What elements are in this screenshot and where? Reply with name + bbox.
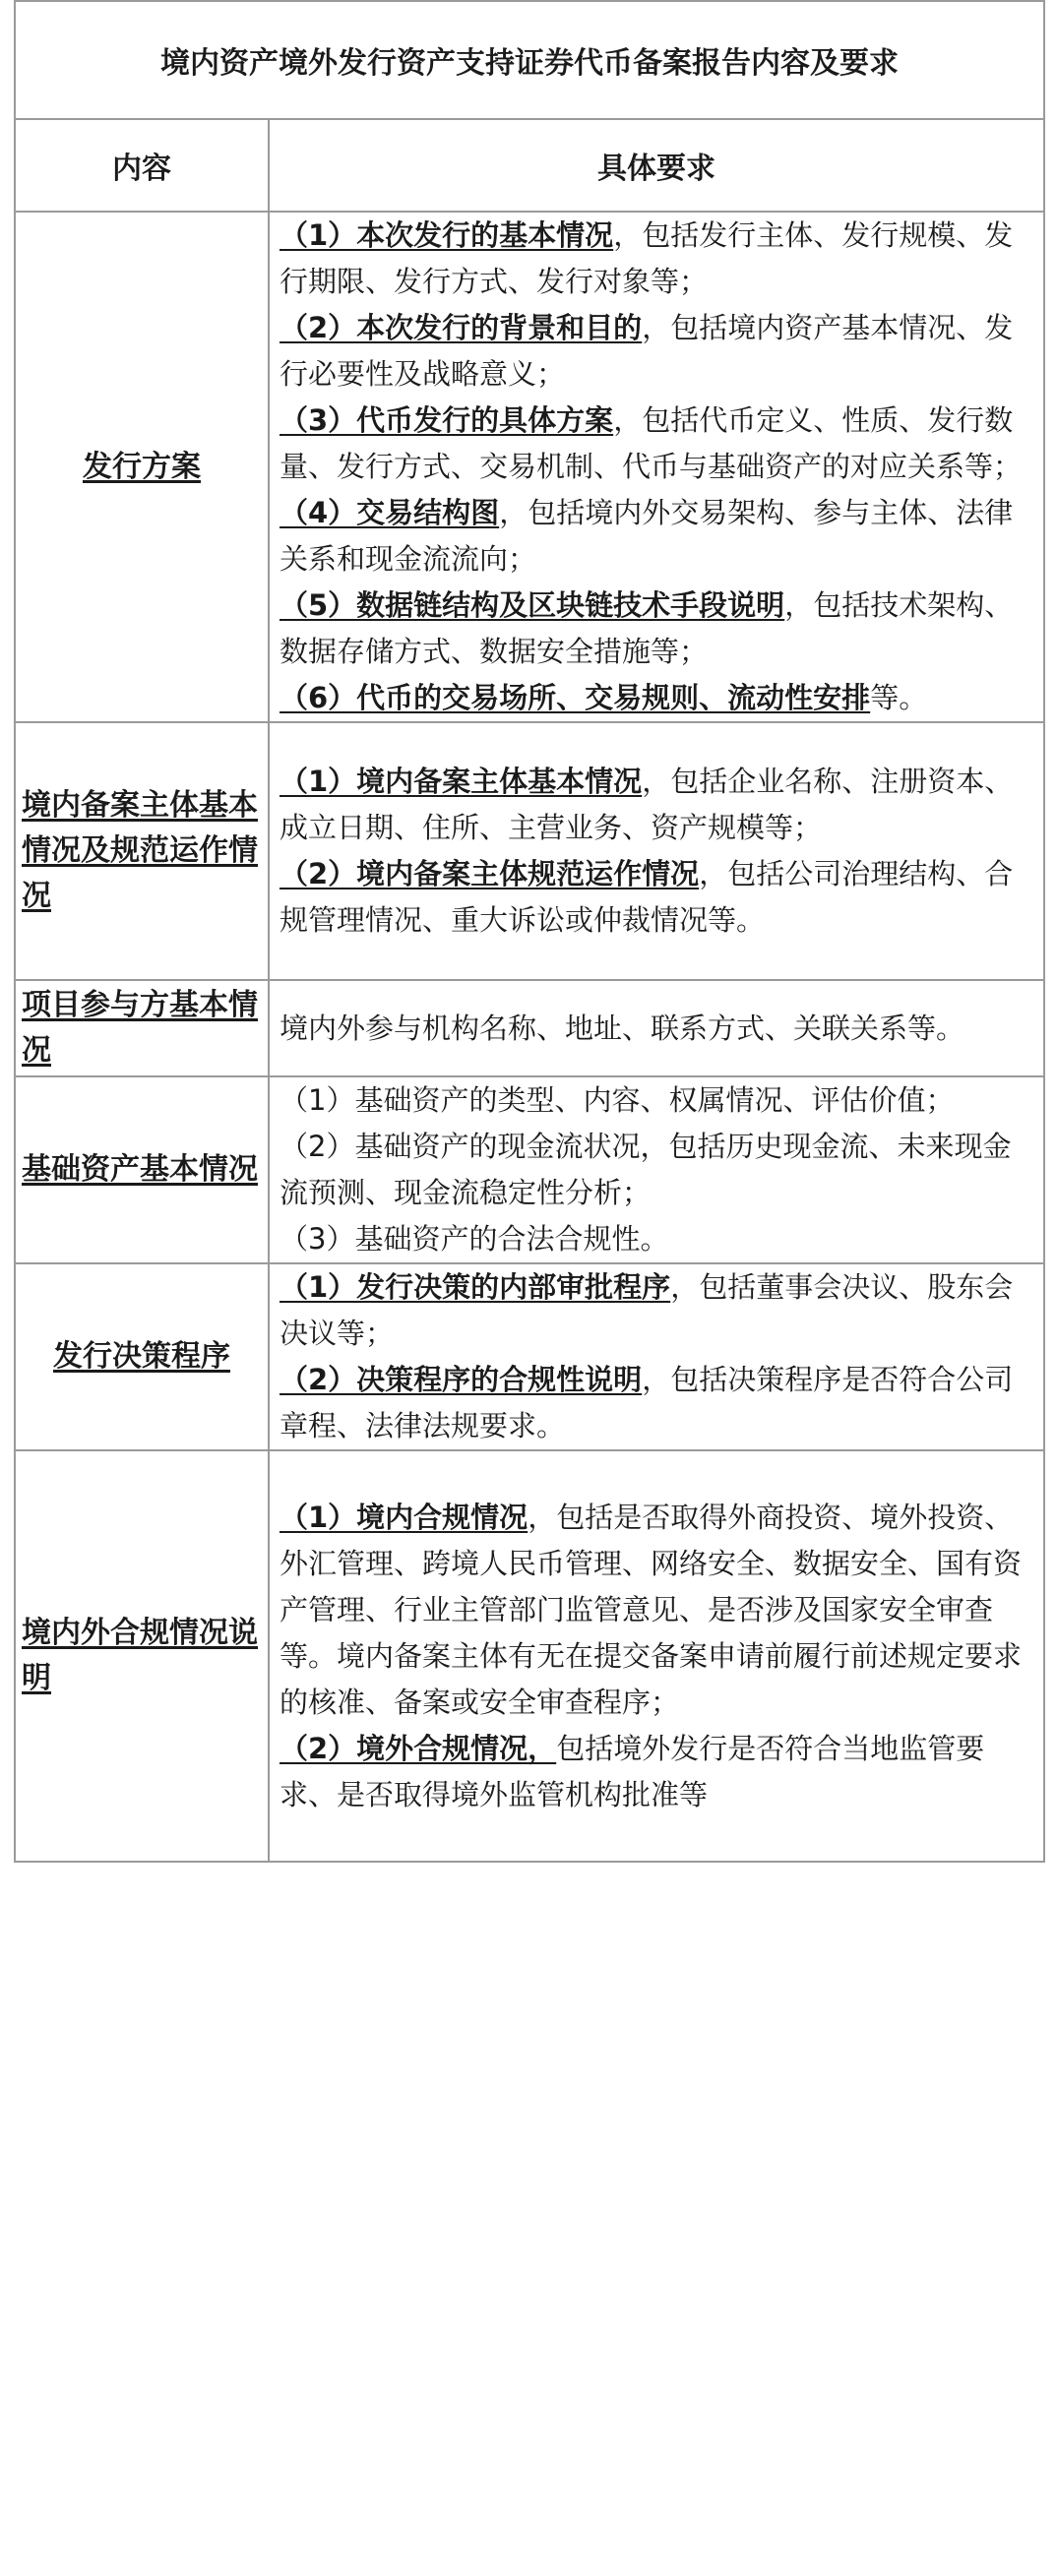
requirement-item (280, 1124, 1033, 1216)
header-row (15, 119, 1044, 212)
requirement-text: ，包括公司治理结构、合规管理情况、重大诉讼或仲裁情况等。 (280, 857, 1014, 937)
filing-report-table (14, 0, 1045, 1863)
requirement-item (280, 305, 1033, 398)
requirement-text: ，包括企业名称、注册资本、成立日期、住所、主营业务、资产规模等； (280, 765, 1014, 844)
requirement-key: （5）数据链结构及区块链技术手段说明 (280, 588, 785, 622)
row-requirements (269, 1263, 1044, 1450)
row-label: 发行方案 (15, 212, 269, 722)
requirement-text: ，包括发行主体、发行规模、发行期限、发行方式、发行对象等； (280, 218, 1014, 298)
requirement-item (280, 1726, 1033, 1818)
requirement-item (280, 1357, 1033, 1449)
requirement-key: （2）境内备案主体规范运作情况 (280, 857, 700, 890)
table-row (15, 980, 1044, 1076)
requirement-text: ，包括境内资产基本情况、发行必要性及战略意义； (280, 311, 1014, 391)
requirement-text: 境内外参与机构名称、地址、联系方式、关联关系等。 (280, 1011, 965, 1045)
requirement-item (280, 1006, 1033, 1052)
requirement-text: ，包括董事会决议、股东会决议等； (280, 1270, 1014, 1350)
requirement-text: ，包括境内外交易架构、参与主体、法律关系和现金流流向； (280, 496, 1014, 576)
requirement-key: （1）境内备案主体基本情况 (280, 765, 643, 798)
requirement-key: （1）本次发行的基本情况 (280, 218, 614, 252)
table-row (15, 1263, 1044, 1450)
requirement-key: （4）交易结构图 (280, 496, 500, 529)
table-row (15, 722, 1044, 980)
table-row (15, 1450, 1044, 1862)
requirement-text: （2）基础资产的现金流状况，包括历史现金流、未来现金流预测、现金流稳定性分析； (280, 1130, 1012, 1209)
header-content: 内容 (15, 119, 269, 212)
requirement-text: （3）基础资产的合法合规性。 (280, 1222, 669, 1256)
requirement-item (280, 213, 1033, 305)
table-row (15, 1076, 1044, 1263)
requirement-key: （1）发行决策的内部审批程序 (280, 1270, 671, 1304)
requirement-text: 等。 (870, 681, 928, 714)
requirement-text: ，包括是否取得外商投资、境外投资、外汇管理、跨境人民币管理、网络安全、数据安全、国有资产管理、行业主管部门监管意见、是否涉及国家安全审查等。境内备案主体有无在提交备案申请前履行前述规定要求的核准、备案或安全审查程序； (280, 1500, 1023, 1719)
requirement-item (280, 1216, 1033, 1262)
row-requirements (269, 1450, 1044, 1862)
title-row (15, 1, 1044, 119)
requirement-key: （3）代币发行的具体方案 (280, 403, 614, 437)
row-requirements (269, 722, 1044, 980)
requirement-key: （2）决策程序的合规性说明 (280, 1363, 643, 1396)
requirement-text: ，包括代币定义、性质、发行数量、发行方式、交易机制、代币与基础资产的对应关系等； (280, 403, 1023, 483)
header-requirements: 具体要求 (269, 119, 1044, 212)
requirement-item (280, 490, 1033, 583)
requirement-item (280, 851, 1033, 944)
row-label: 境内外合规情况说明 (15, 1450, 269, 1862)
requirement-item (280, 675, 1033, 721)
table-title: 境内资产境外发行资产支持证券代币备案报告内容及要求 (15, 1, 1044, 119)
requirement-item (280, 759, 1033, 851)
row-label: 项目参与方基本情况 (15, 980, 269, 1076)
requirement-item (280, 1077, 1033, 1124)
row-requirements (269, 1076, 1044, 1263)
row-label: 基础资产基本情况 (15, 1076, 269, 1263)
row-requirements (269, 980, 1044, 1076)
requirement-text: ，包括技术架构、数据存储方式、数据安全措施等； (280, 588, 1014, 668)
requirement-text: 包括境外发行是否符合当地监管要求、是否取得境外监管机构批准等 (280, 1731, 985, 1811)
requirement-item (280, 398, 1033, 490)
row-requirements (269, 212, 1044, 722)
requirement-item (280, 1495, 1033, 1726)
requirement-key: （2）本次发行的背景和目的 (280, 311, 643, 344)
requirement-text: ，包括决策程序是否符合公司章程、法律法规要求。 (280, 1363, 1014, 1442)
requirement-text: （1）基础资产的类型、内容、权属情况、评估价值； (280, 1083, 955, 1117)
row-label: 发行决策程序 (15, 1263, 269, 1450)
requirement-item (280, 1264, 1033, 1357)
requirement-key: （1）境内合规情况 (280, 1500, 528, 1534)
row-label: 境内备案主体基本情况及规范运作情况 (15, 722, 269, 980)
requirement-item (280, 583, 1033, 675)
requirement-key: （2）境外合规情况， (280, 1731, 557, 1765)
requirement-key: （6）代币的交易场所、交易规则、流动性安排 (280, 681, 871, 714)
table-row (15, 212, 1044, 722)
